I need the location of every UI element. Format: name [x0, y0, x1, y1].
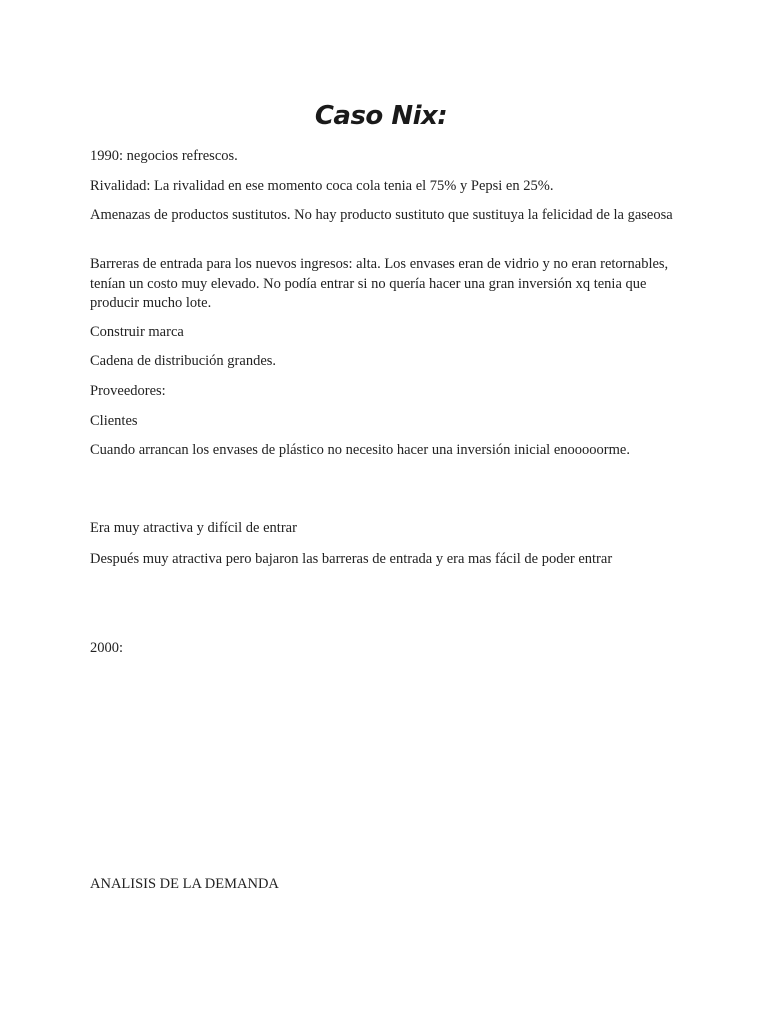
paragraph-rivalidad: Rivalidad: La rivalidad en ese momento coca cola tenia el 75% y Pepsi en 25%.: [90, 178, 554, 194]
paragraph-construir-marca: Construir marca: [90, 324, 184, 340]
paragraph-proveedores: Proveedores:: [90, 383, 166, 399]
paragraph-analisis-demanda: ANALISIS DE LA DEMANDA: [90, 876, 279, 892]
paragraph-2000: 2000:: [90, 640, 124, 656]
paragraph-clientes: Clientes: [90, 413, 138, 429]
paragraph-despues: Después muy atractiva pero bajaron las barreras de entrada y era mas fácil de poder entrar: [90, 551, 613, 567]
paragraph-cadena: Cadena de distribución grandes.: [90, 353, 277, 369]
paragraph-envases-plastico: Cuando arrancan los envases de plástico no necesito hacer una inversión inicial enooooorme.: [90, 442, 630, 458]
paragraph-barreras: Barreras de entrada para los nuevos ingresos: alta. Los envases eran de vidrio y no eran retornables, tenían un costo muy elevado. No podía entrar si no quería hacer una gran inversión xq tenia que producir mucho lote.: [90, 256, 669, 311]
paragraph-amenazas: Amenazas de productos sustitutos. No hay producto sustituto que sustituya la felicidad de la gaseosa: [90, 207, 673, 223]
document-title: Caso Nix:: [314, 101, 448, 131]
paragraph-atractiva: Era muy atractiva y difícil de entrar: [90, 520, 297, 536]
paragraph-1990: 1990: negocios refrescos.: [90, 148, 238, 164]
